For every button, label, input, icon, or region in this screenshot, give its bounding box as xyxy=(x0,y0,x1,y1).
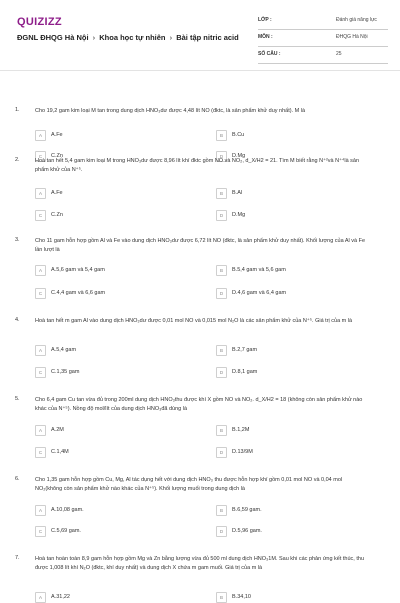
option-letter-box: B xyxy=(216,345,227,356)
option-text: D.4,6 gam và 6,4 gam xyxy=(232,290,287,296)
question-number: 2. xyxy=(15,157,20,163)
option-text: A.5,4 gam xyxy=(51,347,77,353)
option-letter-box: D xyxy=(216,151,227,162)
option-text: B.Cu xyxy=(232,132,245,138)
option-text: D.Mg xyxy=(232,153,246,159)
option-letter-box: C xyxy=(35,151,46,162)
option-letter-box: D xyxy=(216,288,227,299)
worksheet-header xyxy=(0,0,400,70)
breadcrumb-subject: Khoa học tự nhiên xyxy=(99,33,166,42)
option-text: D.Mg xyxy=(232,212,246,218)
option-letter-box: D xyxy=(216,447,227,458)
option-letter-box: B xyxy=(216,265,227,276)
meta-label: MÔN : xyxy=(258,34,273,40)
option-letter-box: C xyxy=(35,367,46,378)
option-letter-box: A xyxy=(35,425,46,436)
meta-value: 25 xyxy=(336,51,342,57)
option-letter-box: D xyxy=(216,526,227,537)
option-text: A.10,08 gam. xyxy=(51,507,84,513)
option-text: A.Fe xyxy=(51,190,63,196)
meta-label: SỐ CÂU : xyxy=(258,51,281,57)
question-number: 6. xyxy=(15,476,20,482)
option-text: B.6,59 gam. xyxy=(232,507,262,513)
quizizz-logo: QUIZIZZ xyxy=(17,16,62,28)
option-text: A.Fe xyxy=(51,132,63,138)
option-text: D.13/9M xyxy=(232,449,253,455)
worksheet-meta xyxy=(258,14,388,65)
option-text: D.8,1 gam xyxy=(232,369,258,375)
question-number: 7. xyxy=(15,555,20,561)
question-number: 5. xyxy=(15,396,20,402)
header-divider xyxy=(0,70,400,71)
meta-value: ĐHQG Hà Nội xyxy=(336,34,368,40)
option-letter-box: C xyxy=(35,288,46,299)
question-text: Hoà tan hết 5,4 gam kim loại M trong HNO₃dư được 8,96 lít khí đktc gồm NO và NO₂, d_X/H2 = 21. Tìm M biết rằng N⁺²và N⁺⁴là sản phẩm khử của N⁺⁵. xyxy=(35,158,360,173)
option-letter-box: B xyxy=(216,505,227,516)
question-text: Cho 6,4 gam Cu tan vừa đủ trong 200ml dung dịch HNO₃thu được khí X gồm NO và NO₂. d_X/H2 = 18 (không còn sản phẩm khử nào khác của N⁺⁵). Nồng độ mol/lít của dung dịch HNO₃đã dùng là xyxy=(35,397,363,412)
option-text: A.2M xyxy=(51,427,64,433)
option-text: C.5,69 gam. xyxy=(51,528,81,534)
meta-row-class xyxy=(258,14,388,30)
question-number: 1. xyxy=(15,107,20,113)
breadcrumb-topic: Bài tập nitric acid xyxy=(176,33,239,42)
breadcrumb xyxy=(17,33,239,42)
question-text: Cho 11 gam hỗn hợp gồm Al và Fe vào dung dịch HNO₃dư được 6,72 lít NO (đktc, là sản phẩm khử duy nhất). Khối lượng của Al và Fe lần lượt là xyxy=(35,238,366,253)
option-letter-box: B xyxy=(216,188,227,199)
option-text: A.5,6 gam và 5,4 gam xyxy=(51,267,105,273)
meta-value: Đánh giá năng lực xyxy=(336,17,377,23)
option-text: C.1,4M xyxy=(51,449,69,455)
option-letter-box: A xyxy=(35,592,46,603)
breadcrumb-separator: › xyxy=(169,33,173,42)
option-text: C.1,35 gam xyxy=(51,369,80,375)
option-letter-box: B xyxy=(216,425,227,436)
option-text: B.34,10 xyxy=(232,594,251,600)
option-text: D.5,96 gam. xyxy=(232,528,262,534)
option-letter-box: A xyxy=(35,345,46,356)
option-letter-box: C xyxy=(35,447,46,458)
option-text: B.5,4 gam và 5,6 gam xyxy=(232,267,286,273)
option-letter-box: D xyxy=(216,210,227,221)
option-letter-box: C xyxy=(35,210,46,221)
meta-row-subject xyxy=(258,31,388,47)
meta-row-count xyxy=(258,48,388,64)
option-text: A.31,22 xyxy=(51,594,70,600)
question-number: 4. xyxy=(15,317,20,323)
question-text: Cho 1,35 gam hỗn hợp gồm Cu, Mg, Al tác dụng hết với dung dịch HNO₃ thu được hỗn hợp khí gồm 0,01 mol NO và 0,04 mol NO₂(không còn sản phẩm khử nào khác của N⁺⁵). Khối lượng muối trong dung dịch là xyxy=(35,477,343,492)
option-text: C.Zn xyxy=(51,153,63,159)
question-text: Hoà tan hết m gam Al vào dung dịch HNO₃dư được 0,01 mol NO và 0,015 mol N₂O là các sản phẩm khử của N⁺⁵. Giá trị của m là xyxy=(35,318,353,324)
option-text: B.1,2M xyxy=(232,427,250,433)
option-letter-box: A xyxy=(35,265,46,276)
option-letter-box: C xyxy=(35,526,46,537)
option-text: C.Zn xyxy=(51,212,63,218)
option-letter-box: B xyxy=(216,592,227,603)
question-number: 3. xyxy=(15,237,20,243)
option-text: C.4,4 gam và 6,6 gam xyxy=(51,290,106,296)
option-letter-box: B xyxy=(216,130,227,141)
option-text: B.Al xyxy=(232,190,243,196)
option-letter-box: A xyxy=(35,505,46,516)
option-letter-box: A xyxy=(35,188,46,199)
option-text: B.2,7 gam xyxy=(232,347,258,353)
option-letter-box: A xyxy=(35,130,46,141)
question-text: Cho 19,2 gam kim loại M tan trong dung dịch HNO₃dư được 4,48 lít NO (đktc, là sản phẩm khử duy nhất). M là xyxy=(35,108,306,114)
question-text: Hoà tan hoàn toàn 8,9 gam hỗn hợp gồm Mg và Zn bằng lượng vừa đủ 500 ml dung dịch HNO₃1M. Sau khi các phản ứng kết thúc, thu được 1,008 lít khí N₂O (đktc, khí duy nhất) và dung dịch X chứa m gam muối. Giá trị của m là xyxy=(35,556,364,571)
option-letter-box: D xyxy=(216,367,227,378)
meta-label: LỚP : xyxy=(258,17,272,23)
breadcrumb-separator: › xyxy=(92,33,96,42)
breadcrumb-exam: ĐGNL ĐHQG Hà Nội xyxy=(17,33,89,42)
